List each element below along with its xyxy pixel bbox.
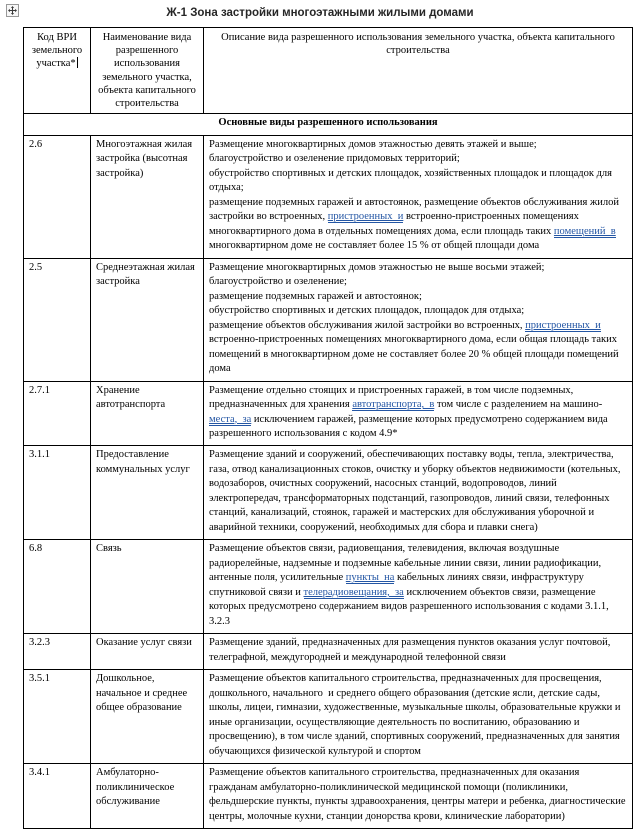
use-description-cell[interactable] [204,540,633,634]
table-row [24,670,633,764]
use-description-cell[interactable] [204,446,633,540]
use-name-cell[interactable]: Хранение автотранспорта [91,381,204,446]
use-description-cell[interactable] [204,135,633,258]
use-name-cell[interactable]: Амбулаторно-поликлиническое обслуживание [91,764,204,829]
description-paragraph: Размещение многоквартирных домов этажностью не выше восьми этажей; [209,261,545,273]
description-paragraph: размещение объектов обслуживания жилой застройки во встроенных, пристроенных и встроенно-пристроенных помещениях многоквартирного дома, если общая площадь таких помещений в многоквартирном доме не составляет более 20 % общей площади помещений дома [209,319,622,375]
vri-code-cell[interactable]: 3.2.3 [24,634,91,670]
use-name-cell[interactable]: Дошкольное, начальное и среднее общее образование [91,670,204,764]
table-row [24,540,633,634]
table-row [24,764,633,829]
description-paragraph: благоустройство и озеленение; [209,276,347,288]
page-title: Ж-1 Зона застройки многоэтажными жилыми домами [166,7,474,19]
table-row [24,634,633,670]
table-row [24,258,633,381]
tracked-change-insertion: автотранспорта, в [352,399,435,411]
description-paragraph: Размещение отдельно стоящих и пристроенных гаражей, в том числе подземных, предназначенных для хранения автотранспорта, в том числе с разделением на машино-места, за исключением гаражей, размещение которых предусмотрено содержанием вида разрешенного использования с кодом 4.9* [209,384,611,439]
use-description-cell[interactable] [204,764,633,829]
use-description-cell[interactable] [204,381,633,446]
table-row [24,446,633,540]
table-row [24,381,633,446]
description-paragraph: Размещение объектов связи, радиовещания, телевидения, включая воздушные радиорелейные, надземные и подземные кабельные линии связи, линии радиофикации, антенные поля, усилительные пункты на кабельных линиях связи, инфраструктуру спутниковой связи и телерадиовещания, за исключением объектов связи, размещение которых предусмотрено содержанием видов разрешенного использования с кодами 3.1.1, 3.2.3 [209,543,612,627]
vri-code-cell[interactable]: 6.8 [24,540,91,634]
description-paragraph: Размещение зданий и сооружений, обеспечивающих поставку воды, тепла, электричества, газа, отвод канализационных стоков, очистку и уборку объектов недвижимости (котельных, водозаборов, очистных сооружений, насосных станций, водопроводов, линий электропередач, трансформаторных подстанций, газопроводов, линий связи, телефонных станций, канализаций, стоянок, гаражей и мастерских для обслуживания уборочной и аварийной техники, сооружений, необходимых для сбора и плавки снега) [209,449,624,533]
move-icon [8,6,17,15]
tracked-change-insertion: места, за [209,413,252,425]
description-paragraph: благоустройство и озеленение придомовых территорий; [209,153,460,165]
header-label: Описание вида разрешенного использования земельного участка, объекта капитального строительства [221,32,615,57]
section-header-row [24,114,633,135]
use-description-cell[interactable] [204,670,633,764]
text-cursor [77,57,78,68]
vri-code-cell[interactable]: 2.5 [24,258,91,381]
description-paragraph: Размещение зданий, предназначенных для размещения пунктов оказания услуг почтовой, телеграфной, междугородней и международной телефонной связи [209,637,613,663]
zoning-table [23,27,633,829]
tracked-change-insertion: пристроенных и [525,319,601,331]
use-name-cell[interactable]: Многоэтажная жилая застройка (высотная застройка) [91,135,204,258]
use-name-cell[interactable]: Предоставление коммунальных услуг [91,446,204,540]
table-header-row [24,28,633,114]
use-name-cell[interactable]: Оказание услуг связи [91,634,204,670]
header-cell-use-name[interactable] [91,28,204,114]
tracked-change-insertion: пристроенных и [327,211,404,223]
description-paragraph: Размещение многоквартирных домов этажностью девять этажей и выше; [209,138,537,150]
description-paragraph: размещение подземных гаражей и автостоянок; [209,290,422,302]
use-description-cell[interactable] [204,258,633,381]
description-paragraph: Размещение объектов капитального строительства, предназначенных для оказания гражданам амбулаторно-поликлинической медицинской помощи (поликлиники, фельдшерские пункты, пункты здравоохранения, центры матери и ребенка, диагностические центры, молочные кухни, станции донорства крови, клинические лаборатории) [209,767,629,822]
vri-code-cell[interactable]: 3.5.1 [24,670,91,764]
description-paragraph: обустройство спортивных и детских площадок, площадок для отдыха; [209,305,525,317]
vri-code-cell[interactable]: 3.1.1 [24,446,91,540]
header-label: Код ВРИ земельного участка* [31,32,83,70]
tracked-change-insertion: помещений в [553,225,616,237]
vri-code-cell[interactable]: 3.4.1 [24,764,91,829]
description-paragraph: Размещение объектов капитального строительства, предназначенных для просвещения, дошкольного, начального и среднего общего образования (детские ясли, детские сады, школы, лицеи, гимназии, художественные, музыкальные школы, образовательные кружки и иные организации, осуществляющие деятельность по воспитанию, образованию и просвещению), в том числе зданий, спортивных сооружений, предназначенных для занятия обучающихся физической культурой и спортом [209,673,624,757]
use-name-cell[interactable]: Среднеэтажная жилая застройка [91,258,204,381]
table-body [24,114,633,829]
vri-code-cell[interactable]: 2.6 [24,135,91,258]
table-row [24,135,633,258]
header-cell-vri-code[interactable] [24,28,91,114]
header-cell-use-description[interactable] [204,28,633,114]
description-paragraph: размещение подземных гаражей и автостоянок, размещение объектов обслуживания жилой застройки во встроенных, пристроенных и встроенно-пристроенных помещениях многоквартирного дома в отдельных помещениях дома, если площадь таких помещений в многоквартирном доме не составляет более 15 % от общей площади дома [209,196,622,252]
tracked-change-insertion: телерадиовещания, за [303,586,404,598]
table-move-handle[interactable] [6,4,19,17]
header-label: Наименование вида разрешенного использования земельного участка, объекта капитального строительства [98,32,196,110]
use-name-cell[interactable]: Связь [91,540,204,634]
use-description-cell[interactable] [204,634,633,670]
tracked-change-insertion: пункты на [345,572,395,584]
section-header-cell[interactable]: Основные виды разрешенного использования [24,114,633,135]
description-paragraph: обустройство спортивных и детских площадок, хозяйственных площадок и площадок для отдыха; [209,167,615,194]
vri-code-cell[interactable]: 2.7.1 [24,381,91,446]
